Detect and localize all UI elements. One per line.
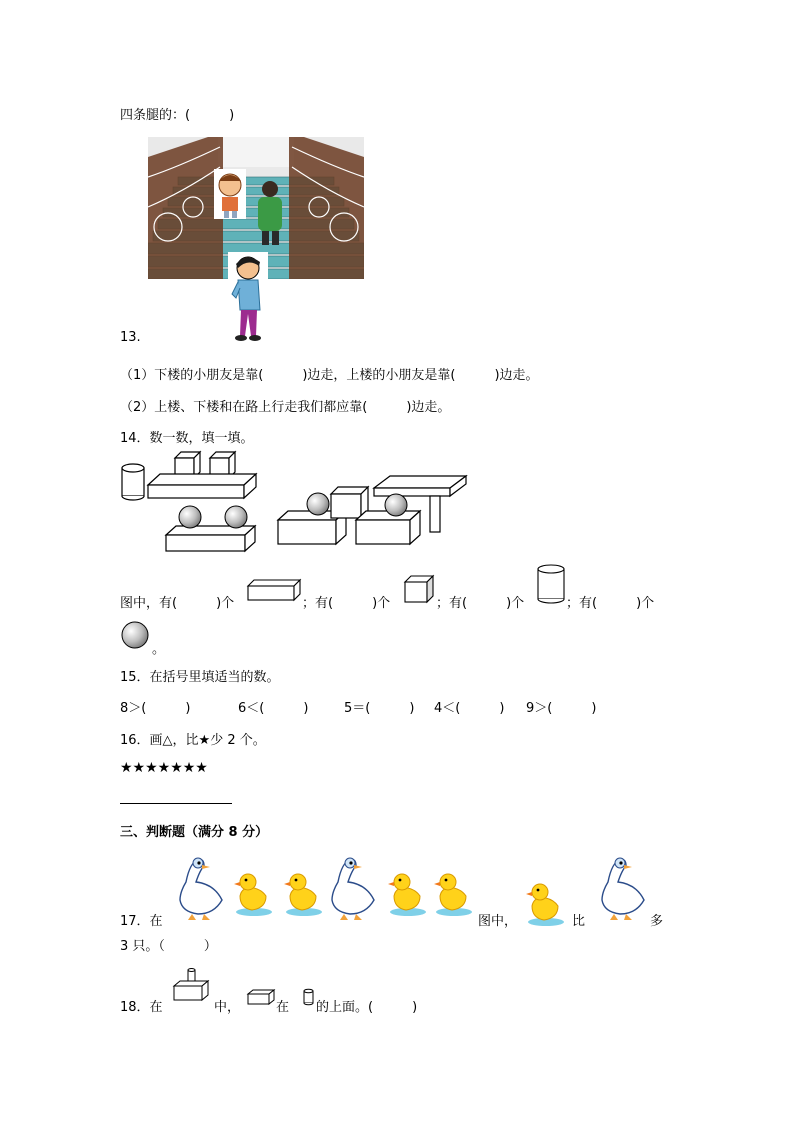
q15-item-4: 4＜( ): [434, 701, 505, 716]
q15-item-3: 5＝( ): [344, 701, 415, 716]
q14-sep-sphere: ；有( )个: [566, 596, 655, 611]
solid-shapes-figure: [118, 450, 468, 554]
q18-zhong: 中，: [214, 1000, 241, 1015]
q13-line1: （1）下楼的小朋友是靠( )边走，上楼的小朋友是靠( )边走。: [120, 368, 539, 383]
q15-item-1: 8＞( ): [120, 701, 191, 716]
q15-item-5: 9＞( ): [526, 701, 597, 716]
q17-line2: 3 只。（ ）: [120, 939, 217, 954]
q16-stars: ★★★★★★★: [120, 760, 208, 776]
cylinder-icon: [536, 564, 566, 604]
q15-item-2: 6＜( ): [238, 701, 309, 716]
q17-mid: 图中，: [478, 914, 518, 929]
q13-number: 13.: [120, 330, 141, 345]
duck-icon: [524, 862, 568, 928]
q14-prefix: 图中，有( )个: [120, 596, 235, 611]
q15-title: 15．在括号里填适当的数。: [120, 670, 280, 685]
q16-title: 16．画△，比★少 2 个。: [120, 733, 266, 748]
duck-2: [284, 874, 322, 916]
sphere-icon: [120, 620, 150, 650]
q14-sep-cube: ；有( )个: [302, 596, 391, 611]
section3-title: 三、判断题（满分 8 分）: [120, 825, 269, 840]
small-cylinder-icon: [302, 988, 316, 1006]
q12-tail-text: 四条腿的：( ): [120, 108, 235, 123]
q17-duo: 多: [650, 914, 664, 929]
duck-3: [388, 874, 426, 916]
goose-2: [332, 858, 374, 920]
cube-icon: [403, 574, 435, 604]
walking-boy-illustration: [226, 252, 270, 342]
q18-zai: 在: [276, 1000, 290, 1015]
small-cuboid-icon: [246, 988, 276, 1006]
goose-1: [180, 858, 222, 920]
q18-end: 的上面。( ): [316, 1000, 418, 1015]
q14-end: 。: [152, 642, 166, 657]
cuboid-icon: [246, 578, 302, 602]
q17-bi: 比: [572, 914, 586, 929]
q18-number: 18．在: [120, 1000, 163, 1015]
duck-1: [234, 874, 272, 916]
q14-sep-cyl: ；有( )个: [436, 596, 525, 611]
q17-number: 17．在: [120, 914, 163, 929]
q14-title: 14．数一数，填一填。: [120, 431, 254, 446]
goose-icon: [596, 852, 648, 922]
stacked-cuboid-cylinder-icon: [172, 968, 212, 1004]
divider: [120, 803, 232, 804]
duck-4: [434, 874, 472, 916]
q13-line2: （2）上楼、下楼和在路上行走我们都应靠( )边走。: [120, 400, 451, 415]
goose-duck-row: [174, 852, 474, 922]
